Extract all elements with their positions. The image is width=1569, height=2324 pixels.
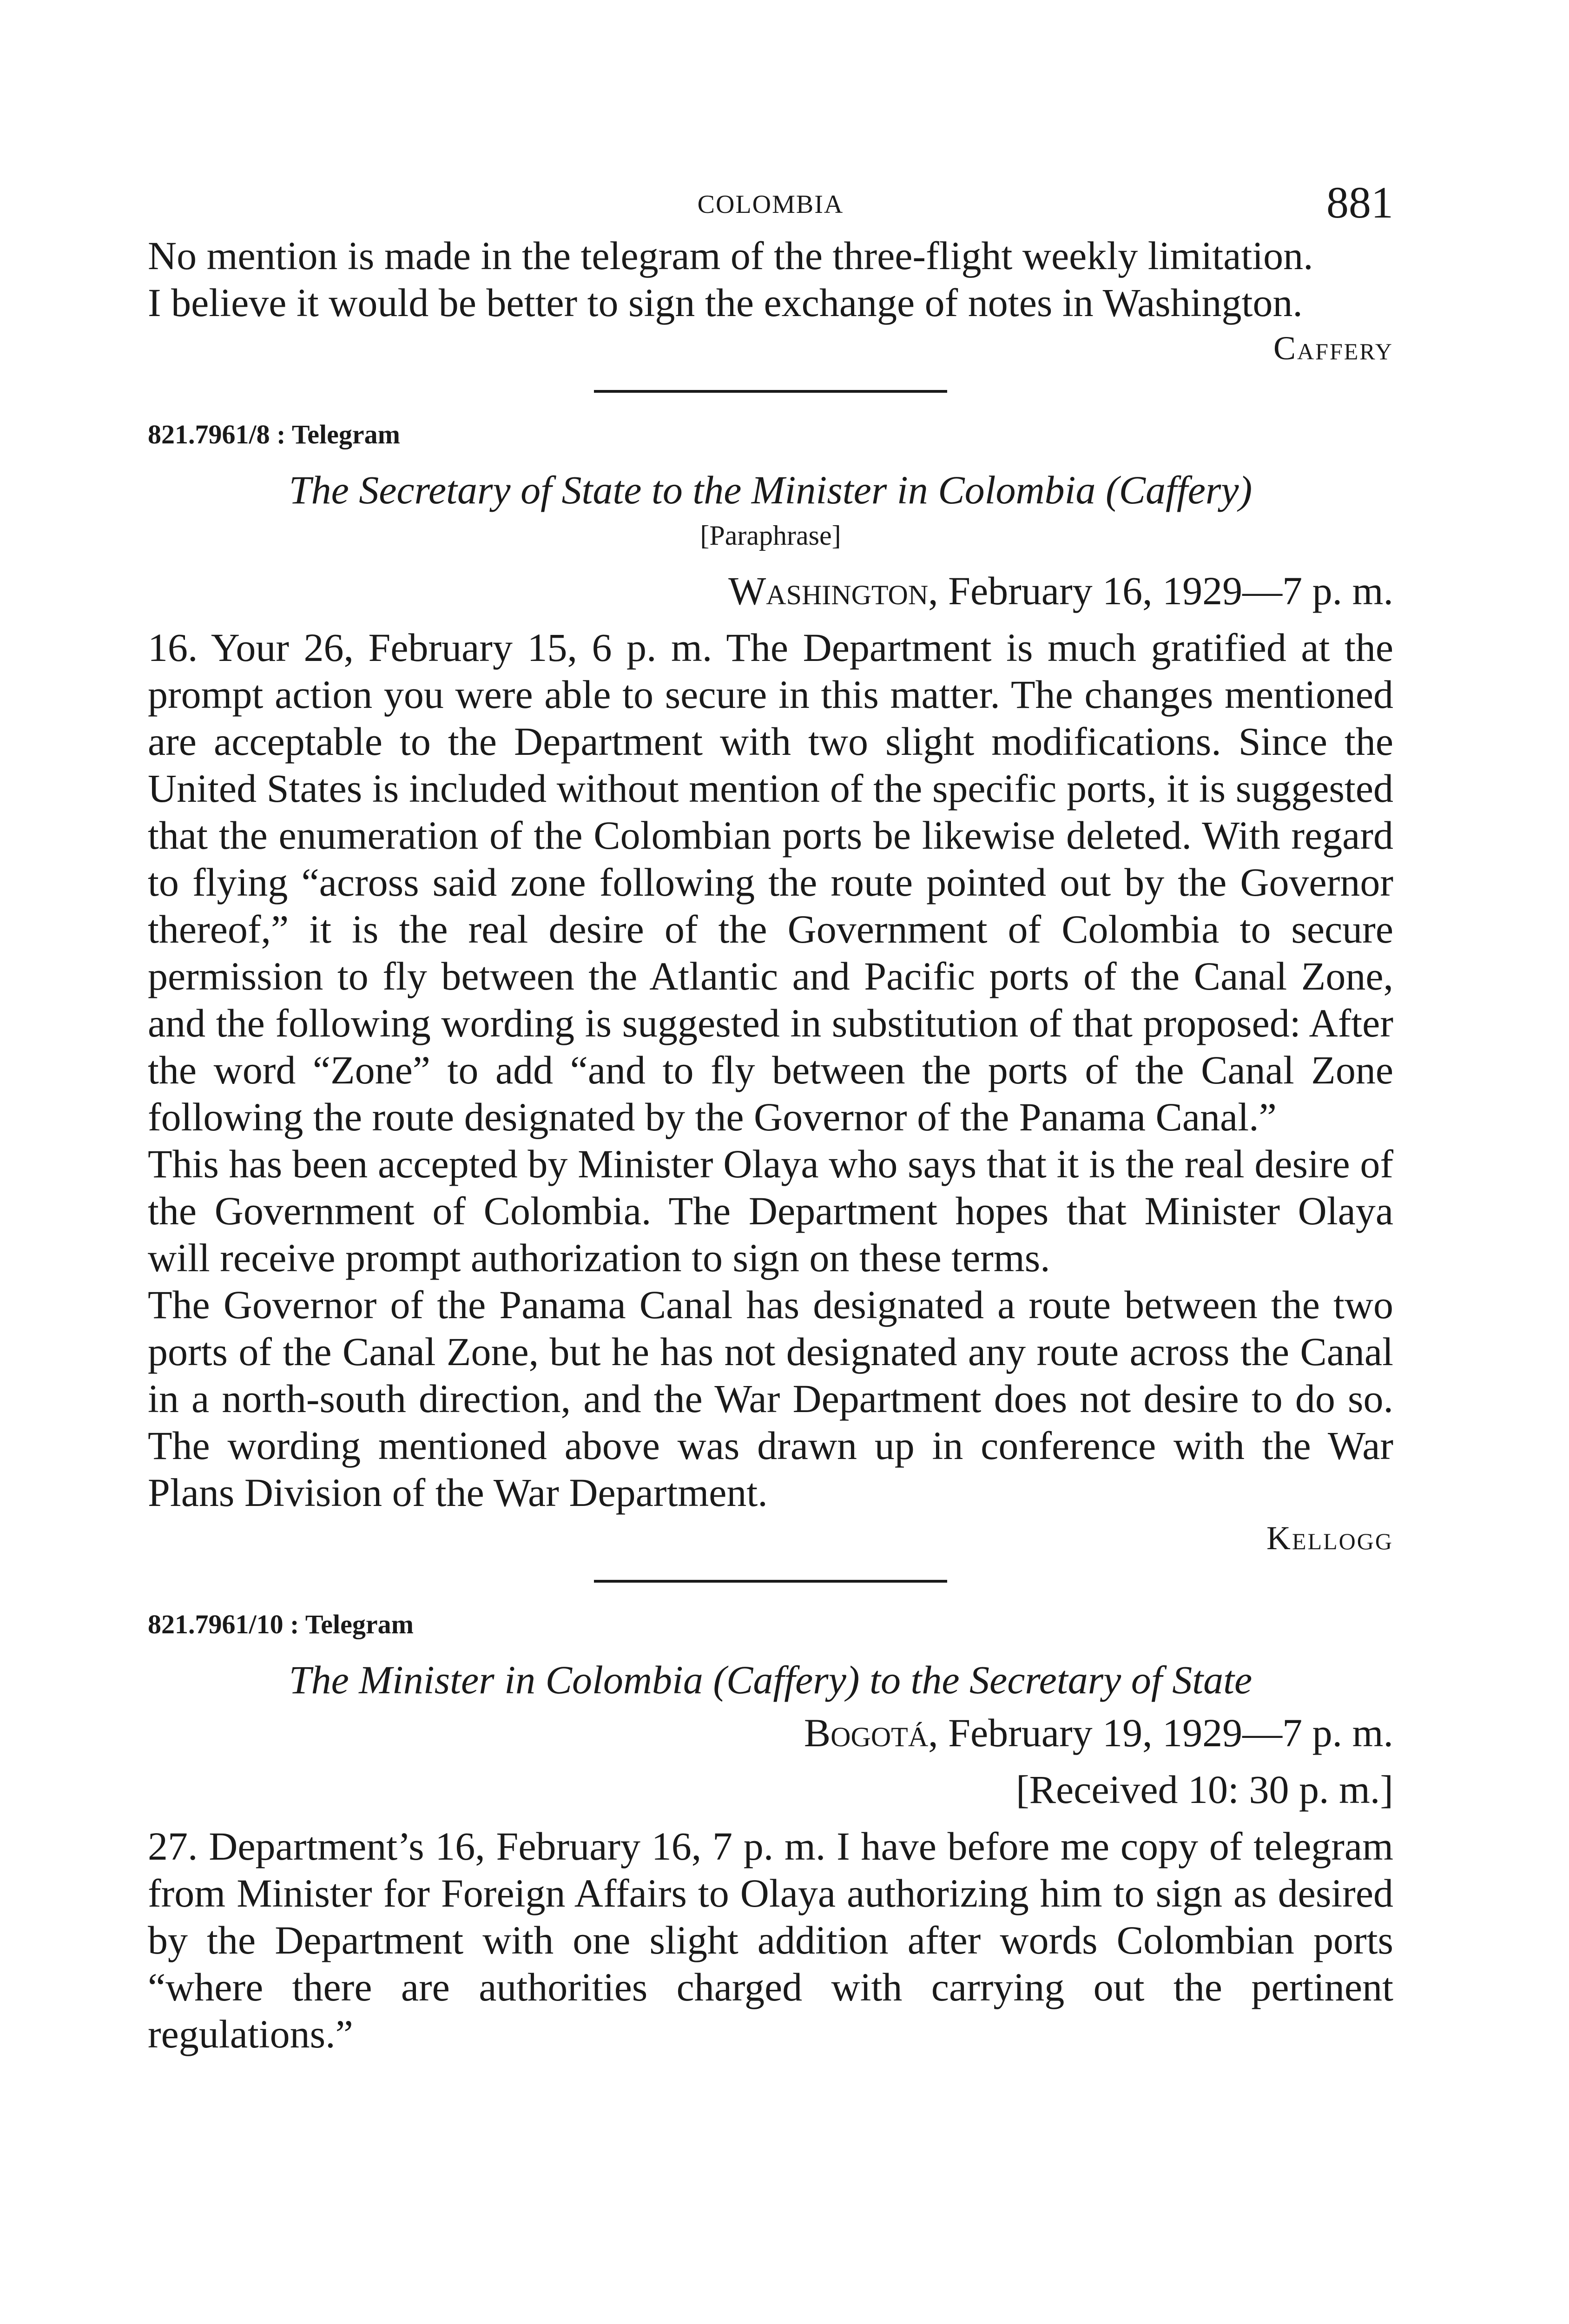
file-reference: 821.7961/10 : Telegram xyxy=(148,1609,414,1639)
paragraph: No mention is made in the telegram of the three-flight weekly limitation. xyxy=(148,233,1313,278)
document-entry xyxy=(148,1609,1393,2058)
document-title: The Minister in Colombia (Caffery) to the Secretary of State xyxy=(289,1657,1253,1702)
document-page xyxy=(148,177,1393,2058)
document-entry xyxy=(148,419,1393,1558)
document-title: The Secretary of State to the Minister in Colombia (Caffery) xyxy=(289,468,1253,512)
signature: Kellogg xyxy=(1266,1519,1393,1557)
section-divider xyxy=(594,1580,947,1583)
paragraph: 16. Your 26, February 15, 6 p. m. The Department is much gratified at the prompt action you were able to secure in this matter. The changes mentioned are acceptable to the Department with two slight modifications. Since the United States is included without mention of the specific ports, it is suggested that the enumeration of the Colombian ports be likewise deleted. With regard to flying “across said zone following the route pointed out by the Governor thereof,” it is the real desire of the Government of Colombia to secure permission to fly between the Atlantic and Pacific ports of the Canal Zone, and the following wording is suggested in substitution of that proposed: After the word “Zone” to add “and to fly between the ports of the Canal Zone following the route designated by the Governor of the Panama Canal.” xyxy=(148,625,1393,1139)
dateline-place: Washington xyxy=(728,568,929,613)
dateline xyxy=(148,1710,1393,1756)
paragraph: 27. Department’s 16, February 16, 7 p. m. I have before me copy of telegram from Minister for Foreign Affairs to Olaya authorizing him to sign as desired by the Department with one slight addition after words Colombian ports “where there are authorities charged with carrying out the pertinent regulations.” xyxy=(148,1824,1393,2056)
dateline-date: , February 16, 1929—7 p. m. xyxy=(928,568,1393,613)
section-divider xyxy=(594,390,947,393)
received-note: [Received 10: 30 p. m.] xyxy=(1015,1767,1393,1812)
dateline-place: Bogotá xyxy=(804,1710,929,1755)
paragraph: I believe it would be better to sign the exchange of notes in Washington. xyxy=(148,280,1303,325)
running-header xyxy=(148,177,1393,232)
dateline-date: , February 19, 1929—7 p. m. xyxy=(928,1710,1393,1755)
paragraph: This has been accepted by Minister Olaya who says that it is the real desire of the Government of Colombia. The Department hopes that Minister Olaya will receive prompt authorization to sign on these terms. xyxy=(148,1142,1393,1280)
dateline xyxy=(148,568,1393,614)
signature: Caffery xyxy=(1273,330,1393,367)
paraphrase-note: [Paraphrase] xyxy=(700,520,841,551)
page-number: 881 xyxy=(1326,178,1393,227)
section-continuation xyxy=(148,232,1393,368)
file-reference: 821.7961/8 : Telegram xyxy=(148,419,400,449)
paragraph: The Governor of the Panama Canal has designated a route between the two ports of the Canal Zone, but he has not designated any route across the Canal in a north-south direction, and the War Department does not desire to do so. The wording mentioned above was drawn up in conference with the War Plans Division of the War Department. xyxy=(148,1282,1393,1515)
running-title: COLOMBIA xyxy=(697,190,844,219)
